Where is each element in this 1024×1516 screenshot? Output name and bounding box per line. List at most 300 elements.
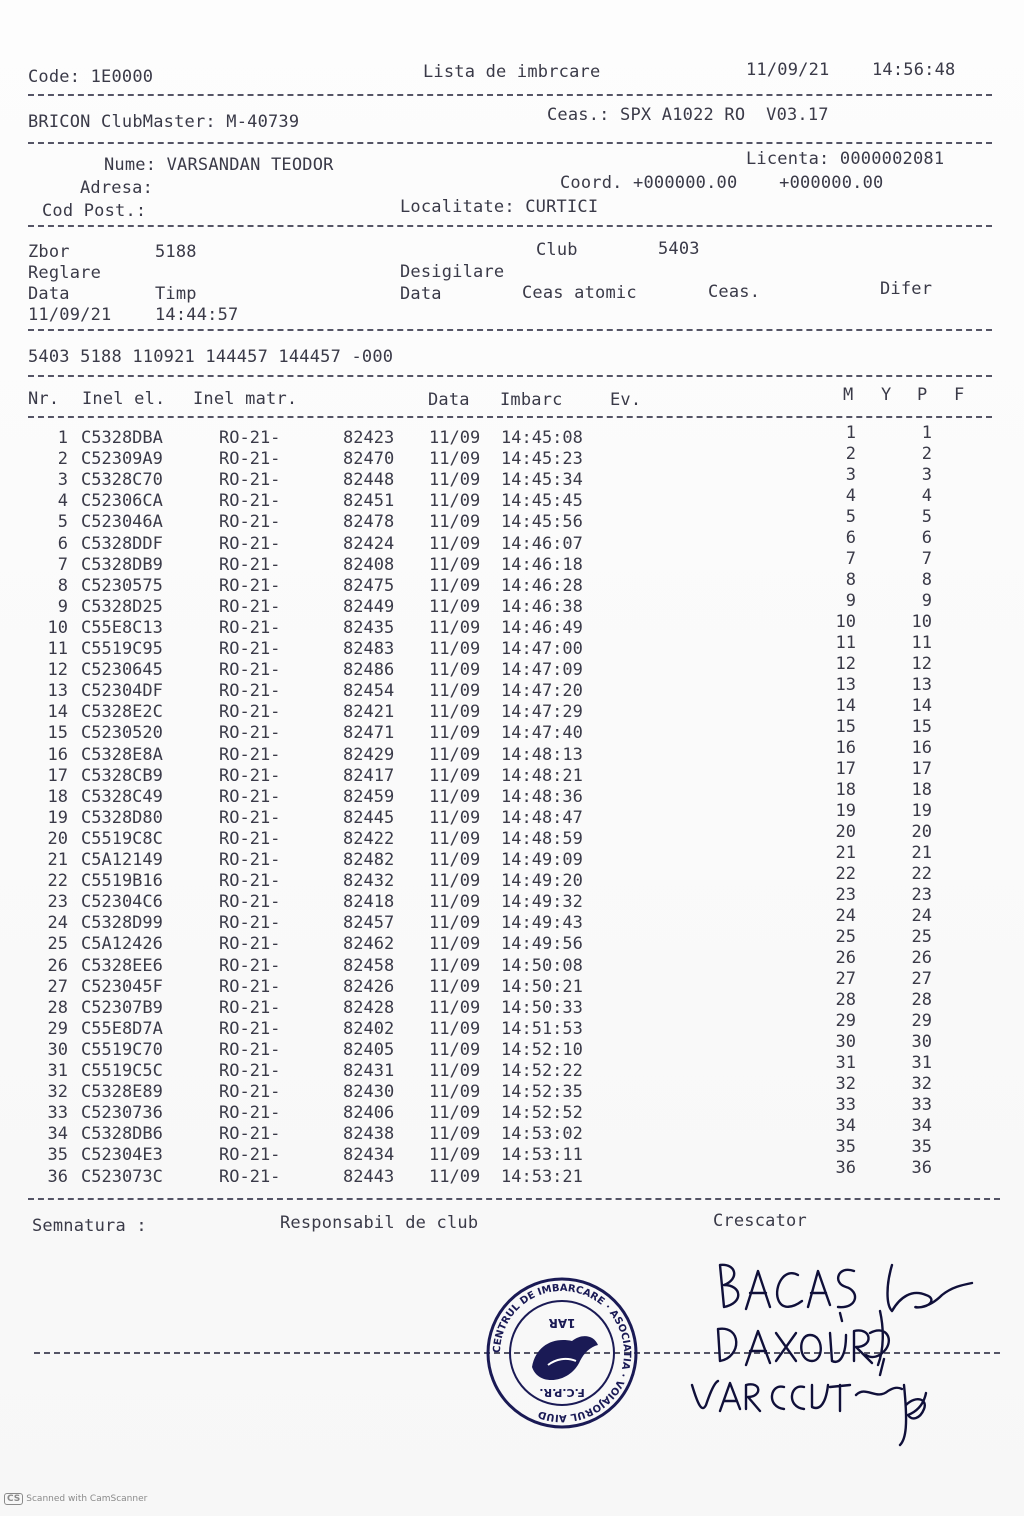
separator: [28, 329, 992, 331]
table-row: [0, 906, 1024, 934]
embark-time: 14:53:11: [501, 1145, 583, 1166]
row-number: 5: [57, 512, 68, 533]
electronic-ring: C52307B9: [81, 997, 163, 1018]
row-number: 10: [47, 617, 68, 638]
row-number: 25: [47, 934, 68, 955]
registration-ring-number: 82424: [343, 533, 395, 554]
row-number: 8: [57, 575, 68, 596]
electronic-ring: C5328C70: [81, 470, 163, 491]
registration-ring-prefix: RO-21-: [219, 871, 281, 892]
embark-time: 14:49:43: [501, 913, 583, 934]
embark-time: 14:48:47: [501, 807, 583, 828]
registration-ring-prefix: RO-21-: [219, 955, 281, 976]
embark-date: 11/09: [429, 1166, 481, 1187]
pos-m: 7: [845, 549, 856, 569]
table-row: [0, 675, 1024, 702]
table-row: [0, 549, 1024, 576]
electronic-ring: C5519C5C: [81, 1061, 163, 1081]
embark-time: 14:49:56: [501, 934, 583, 955]
registration-ring-prefix: RO-21-: [219, 491, 281, 512]
table-row: [0, 864, 1024, 892]
embark-date: 11/09: [429, 596, 481, 617]
row-number: 1: [57, 428, 68, 448]
pos-p: 14: [911, 696, 932, 716]
table-row: [0, 1011, 1024, 1040]
pos-m: 21: [835, 843, 856, 863]
pos-m: 12: [835, 654, 856, 674]
registration-ring-number: 82471: [343, 723, 395, 744]
registration-ring-number: 82408: [343, 554, 395, 575]
electronic-ring: C5328CB9: [81, 765, 163, 786]
table-row: [0, 969, 1024, 998]
stamp-inner-bottom: F.C.P.R.: [539, 1386, 585, 1399]
separator: [28, 375, 992, 377]
registration-ring-prefix: RO-21-: [219, 702, 281, 723]
embark-time: 14:50:33: [501, 997, 583, 1018]
registration-ring-number: 82418: [343, 892, 395, 913]
row-number: 3: [57, 470, 68, 491]
embark-time: 14:45:56: [501, 512, 583, 533]
pos-p: 3: [921, 465, 932, 485]
registration-ring-prefix: RO-21-: [219, 976, 281, 997]
embark-time: 14:49:09: [501, 850, 583, 870]
registration-ring-prefix: RO-21-: [219, 449, 281, 470]
pos-p: 4: [921, 486, 932, 506]
electronic-ring: C52304E3: [81, 1145, 163, 1166]
print-time: 14:56:48: [872, 60, 956, 80]
embark-date: 11/09: [429, 533, 481, 554]
row-number: 4: [57, 491, 68, 512]
pos-p: 5: [921, 507, 932, 527]
registration-ring-number: 82454: [343, 681, 395, 702]
table-row: [0, 801, 1024, 829]
embark-time: 14:48:21: [501, 765, 583, 786]
registration-ring-prefix: RO-21-: [219, 1166, 281, 1187]
table-row: [0, 696, 1024, 723]
pos-p: 6: [921, 528, 932, 548]
separator: [28, 225, 992, 227]
pos-p: 11: [911, 633, 932, 653]
embark-time: 14:51:53: [501, 1018, 583, 1039]
electronic-ring: C5328E89: [81, 1082, 163, 1103]
registration-ring-prefix: RO-21-: [219, 1039, 281, 1060]
electronic-ring: C5230520: [81, 723, 163, 744]
embark-date: 11/09: [429, 702, 481, 723]
time-label: Timp: [155, 284, 197, 304]
scanner-watermark: [4, 1493, 147, 1505]
row-number: 32: [47, 1082, 68, 1103]
embark-time: 14:47:29: [501, 702, 583, 723]
breeder-label: Crescator: [713, 1211, 807, 1231]
stamp-inner-top: 1AR: [548, 1316, 576, 1330]
embark-date: 11/09: [429, 913, 481, 934]
separator: [28, 94, 992, 96]
pos-p: 31: [911, 1053, 932, 1073]
embark-time: 14:52:10: [501, 1039, 583, 1060]
pos-m: 11: [835, 633, 856, 653]
electronic-ring: C5328C49: [81, 786, 163, 807]
electronic-ring: C52306CA: [81, 491, 163, 512]
pos-p: 29: [911, 1011, 932, 1031]
document-title: Lista de imbrcare: [423, 62, 601, 82]
pos-m: 34: [835, 1116, 856, 1136]
embark-time: 14:48:36: [501, 786, 583, 807]
table-row: [0, 507, 1024, 533]
embark-date: 11/09: [429, 1145, 481, 1166]
pos-p: 19: [911, 801, 932, 821]
pos-m: 36: [835, 1158, 856, 1178]
row-number: 12: [47, 660, 68, 681]
registration-ring-prefix: RO-21-: [219, 1124, 281, 1145]
pos-p: 20: [911, 822, 932, 842]
signature-label: Semnatura :: [32, 1216, 147, 1236]
pos-m: 4: [845, 486, 856, 506]
pos-p: 30: [911, 1032, 932, 1052]
registration-ring-prefix: RO-21-: [219, 660, 281, 681]
registration-ring-prefix: RO-21-: [219, 617, 281, 638]
pos-m: 28: [835, 990, 856, 1010]
table-row: [0, 1137, 1024, 1166]
embark-date: 11/09: [429, 1018, 481, 1039]
pos-p: 34: [911, 1116, 932, 1136]
registration-ring-prefix: RO-21-: [219, 512, 281, 533]
registration-ring-number: 82426: [343, 976, 395, 997]
embark-date: 11/09: [429, 449, 481, 470]
table-row: [0, 1074, 1024, 1103]
row-number: 24: [47, 913, 68, 934]
pos-p: 12: [911, 654, 932, 674]
club-number: 5403: [658, 239, 700, 259]
embark-date: 11/09: [429, 1082, 481, 1103]
pos-p: 7: [921, 549, 932, 569]
registration-ring-number: 82430: [343, 1082, 395, 1103]
separator: [28, 142, 992, 144]
embark-time: 14:47:20: [501, 681, 583, 702]
registration-ring-number: 82486: [343, 660, 395, 681]
embark-time: 14:46:38: [501, 596, 583, 617]
pos-p: 8: [921, 570, 932, 590]
registration-ring-number: 82445: [343, 807, 395, 828]
registration-ring-number: 82432: [343, 871, 395, 892]
electronic-ring: C5328DB9: [81, 554, 163, 575]
embark-date: 11/09: [429, 934, 481, 955]
registration-ring-prefix: RO-21-: [219, 850, 281, 870]
table-row: [0, 1095, 1024, 1124]
pos-m: 9: [845, 591, 856, 611]
embark-time: 14:47:40: [501, 723, 583, 744]
electronic-ring: C52304C6: [81, 892, 163, 913]
row-number: 14: [47, 702, 68, 723]
registration-ring-number: 82462: [343, 934, 395, 955]
pos-p: 15: [911, 717, 932, 737]
table-row: [0, 1053, 1024, 1082]
embark-date: 11/09: [429, 850, 481, 870]
embark-date: 11/09: [429, 955, 481, 976]
pos-m: 15: [835, 717, 856, 737]
col-event: Ev.: [610, 390, 642, 410]
pos-m: 16: [835, 738, 856, 758]
separator: [28, 1198, 1000, 1200]
pos-p: 2: [921, 444, 932, 464]
registration-ring-number: 82438: [343, 1124, 395, 1145]
device-model: BRICON ClubMaster: M-40739: [28, 112, 300, 132]
pos-m: 8: [845, 570, 856, 590]
row-number: 27: [47, 976, 68, 997]
registration-ring-prefix: RO-21-: [219, 596, 281, 617]
table-row: [0, 444, 1024, 470]
col-date: Data: [428, 390, 470, 410]
col-electronic-ring: Inel el.: [82, 389, 166, 409]
embark-date: 11/09: [429, 575, 481, 596]
embark-time: 14:47:00: [501, 639, 583, 659]
pos-p: 23: [911, 885, 932, 905]
electronic-ring: C5230575: [81, 575, 163, 596]
table-row: [0, 486, 1024, 512]
registration-ring-number: 82434: [343, 1145, 395, 1166]
coordinates: Coord. +000000.00 +000000.00: [560, 173, 884, 193]
registration-ring-prefix: RO-21-: [219, 1082, 281, 1103]
electronic-ring: C5328D25: [81, 596, 163, 617]
embark-time: 14:48:13: [501, 744, 583, 765]
registration-ring-number: 82459: [343, 786, 395, 807]
embark-time: 14:52:52: [501, 1103, 583, 1124]
registration-ring-number: 82429: [343, 744, 395, 765]
row-number: 9: [57, 596, 68, 617]
electronic-ring: C5A12426: [81, 934, 163, 955]
row-number: 36: [47, 1166, 68, 1187]
registration-ring-number: 82405: [343, 1039, 395, 1060]
atomic-clock-label: Ceas atomic: [522, 283, 637, 303]
registration-ring-number: 82470: [343, 449, 395, 470]
col-f: F: [954, 385, 965, 405]
embark-time: 14:45:45: [501, 491, 583, 512]
embark-time: 14:46:28: [501, 575, 583, 596]
col-m: M: [843, 385, 854, 405]
electronic-ring: C5230645: [81, 660, 163, 681]
clock-label: Ceas.: [708, 282, 761, 302]
electronic-ring: C5A12149: [81, 850, 163, 870]
pos-m: 19: [835, 801, 856, 821]
table-row: [0, 738, 1024, 766]
embark-date: 11/09: [429, 744, 481, 765]
embark-date: 11/09: [429, 807, 481, 828]
pos-p: 22: [911, 864, 932, 884]
registration-ring-number: 82483: [343, 639, 395, 659]
table-row: [0, 465, 1024, 491]
table-row: [0, 570, 1024, 597]
embark-date: 11/09: [429, 723, 481, 744]
registration-ring-prefix: RO-21-: [219, 639, 281, 659]
pos-m: 17: [835, 759, 856, 779]
embark-time: 14:50:08: [501, 955, 583, 976]
registration-ring-number: 82451: [343, 491, 395, 512]
table-row: [0, 885, 1024, 913]
table-row: [0, 1032, 1024, 1061]
registration-ring-number: 82449: [343, 596, 395, 617]
pos-m: 10: [835, 612, 856, 632]
pos-m: 26: [835, 948, 856, 968]
table-row: [0, 591, 1024, 618]
embark-time: 14:46:49: [501, 617, 583, 638]
table-row: [0, 843, 1024, 871]
pos-m: 24: [835, 906, 856, 926]
embark-date: 11/09: [429, 1103, 481, 1124]
electronic-ring: C5328D99: [81, 913, 163, 934]
electronic-ring: C52309A9: [81, 449, 163, 470]
table-row: [0, 822, 1024, 850]
pos-p: 18: [911, 780, 932, 800]
pos-m: 27: [835, 969, 856, 989]
table-row: [0, 1158, 1024, 1188]
code-label: Code: 1E0000: [28, 67, 154, 87]
pos-p: 13: [911, 675, 932, 695]
row-number: 23: [47, 892, 68, 913]
registration-ring-prefix: RO-21-: [219, 892, 281, 913]
embark-date: 11/09: [429, 639, 481, 659]
embark-date: 11/09: [429, 1039, 481, 1060]
embark-date: 11/09: [429, 828, 481, 849]
embark-date: 11/09: [429, 997, 481, 1018]
embark-date: 11/09: [429, 617, 481, 638]
embark-time: 14:49:20: [501, 871, 583, 892]
table-row: [0, 654, 1024, 681]
registration-ring-number: 82478: [343, 512, 395, 533]
pos-m: 20: [835, 822, 856, 842]
registration-ring-prefix: RO-21-: [219, 554, 281, 575]
unsealing-label: Desigilare: [400, 262, 505, 282]
pos-m: 25: [835, 927, 856, 947]
registration-ring-prefix: RO-21-: [219, 997, 281, 1018]
electronic-ring: C523073C: [81, 1166, 163, 1187]
registration-ring-number: 82417: [343, 765, 395, 786]
stamp-outer-text: CENTRUL DE IMBARCARE · ASOCIATIA · VOIAJORUL AIUD: [491, 1282, 633, 1424]
camscanner-logo: CS: [4, 1493, 23, 1505]
owner-name: Nume: VARSANDAN TEODOR: [104, 155, 334, 175]
embark-time: 14:49:32: [501, 892, 583, 913]
pos-p: 35: [911, 1137, 932, 1157]
col-registration-ring: Inel matr.: [193, 389, 298, 409]
row-number: 26: [47, 955, 68, 976]
pos-p: 10: [911, 612, 932, 632]
embark-date: 11/09: [429, 554, 481, 575]
embark-date: 11/09: [429, 512, 481, 533]
pos-m: 5: [845, 507, 856, 527]
electronic-ring: C523045F: [81, 976, 163, 997]
registration-ring-prefix: RO-21-: [219, 681, 281, 702]
embark-time: 14:45:23: [501, 449, 583, 470]
row-number: 20: [47, 828, 68, 849]
registration-ring-prefix: RO-21-: [219, 744, 281, 765]
club-stamp: [484, 1275, 640, 1431]
pos-m: 22: [835, 864, 856, 884]
electronic-ring: C55E8D7A: [81, 1018, 163, 1039]
embark-time: 14:52:35: [501, 1082, 583, 1103]
pos-m: 29: [835, 1011, 856, 1031]
pos-p: 28: [911, 990, 932, 1010]
row-number: 2: [57, 449, 68, 470]
licence-number: Licenta: 0000002081: [746, 149, 945, 169]
electronic-ring: C5328E2C: [81, 702, 163, 723]
embark-date: 11/09: [429, 976, 481, 997]
row-number: 17: [47, 765, 68, 786]
row-number: 18: [47, 786, 68, 807]
club-responsible-label: Responsabil de club: [280, 1213, 479, 1233]
pos-p: 33: [911, 1095, 932, 1115]
embark-time: 14:47:09: [501, 660, 583, 681]
pos-m: 23: [835, 885, 856, 905]
registration-ring-number: 82458: [343, 955, 395, 976]
table-row: [0, 927, 1024, 955]
pos-m: 6: [845, 528, 856, 548]
pos-p: 36: [911, 1158, 932, 1178]
registration-ring-prefix: RO-21-: [219, 1061, 281, 1081]
registration-ring-number: 82443: [343, 1166, 395, 1187]
embark-time: 14:53:21: [501, 1166, 583, 1187]
pos-p: 26: [911, 948, 932, 968]
registration-ring-number: 82422: [343, 828, 395, 849]
registration-ring-number: 82428: [343, 997, 395, 1018]
embark-time: 14:46:07: [501, 533, 583, 554]
electronic-ring: C5519B16: [81, 871, 163, 892]
embark-time: 14:48:59: [501, 828, 583, 849]
registration-ring-prefix: RO-21-: [219, 913, 281, 934]
pos-p: 21: [911, 843, 932, 863]
row-number: 6: [57, 533, 68, 554]
electronic-ring: C5230736: [81, 1103, 163, 1124]
pos-p: 9: [921, 591, 932, 611]
handwritten-signatures: [680, 1225, 980, 1450]
electronic-ring: C5519C95: [81, 639, 163, 659]
registration-ring-number: 82431: [343, 1061, 395, 1081]
pos-p: 32: [911, 1074, 932, 1094]
row-number: 16: [47, 744, 68, 765]
electronic-ring: C5328EE6: [81, 955, 163, 976]
pos-p: 27: [911, 969, 932, 989]
embark-date: 11/09: [429, 786, 481, 807]
scanner-watermark-text: Scanned with CamScanner: [26, 1494, 148, 1504]
embark-date: 11/09: [429, 765, 481, 786]
registration-ring-prefix: RO-21-: [219, 1145, 281, 1166]
electronic-ring: C5328DB6: [81, 1124, 163, 1145]
registration-ring-number: 82482: [343, 850, 395, 870]
pos-m: 35: [835, 1137, 856, 1157]
electronic-ring: C52304DF: [81, 681, 163, 702]
locality: Localitate: CURTICI: [400, 197, 599, 217]
row-number: 28: [47, 997, 68, 1018]
registration-ring-prefix: RO-21-: [219, 575, 281, 596]
table-row: [0, 612, 1024, 639]
difference-label: Difer: [880, 279, 933, 299]
flight-label: Zbor: [28, 242, 70, 262]
table-row: [0, 717, 1024, 744]
row-number: 11: [47, 639, 68, 659]
row-number: 15: [47, 723, 68, 744]
embark-time: 14:45:08: [501, 428, 583, 448]
pos-m: 30: [835, 1032, 856, 1052]
embark-date: 11/09: [429, 491, 481, 512]
registration-ring-number: 82457: [343, 913, 395, 934]
embark-date: 11/09: [429, 470, 481, 491]
table-row: [0, 759, 1024, 787]
pos-m: 32: [835, 1074, 856, 1094]
registration-ring-prefix: RO-21-: [219, 828, 281, 849]
embark-date: 11/09: [429, 871, 481, 892]
print-date: 11/09/21: [746, 60, 830, 80]
embark-date: 11/09: [429, 428, 481, 448]
row-number: 30: [47, 1039, 68, 1060]
row-number: 34: [47, 1124, 68, 1145]
embark-date: 11/09: [429, 1061, 481, 1081]
